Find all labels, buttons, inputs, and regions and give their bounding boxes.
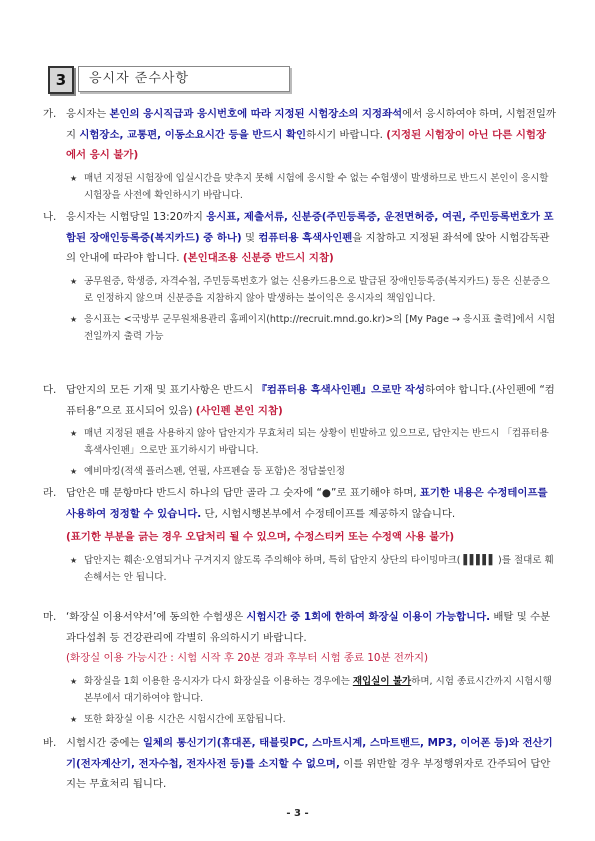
bullet-star-icon: ★ [70, 429, 78, 438]
bullet-star-icon: ★ [70, 676, 78, 686]
text-run: 『컴퓨터용 흑색사인펜』으로만 작성 [256, 384, 425, 396]
text-run: 매년 지정된 시험장에 입실시간을 맞추지 못해 시험에 응시할 수 없는 수험생이 발생하므로 반드시 본인이 응시할 시험장을 사전에 확인하시기 바랍니다. [84, 172, 549, 201]
text-run: 화장실을 1회 이용한 응시자가 다시 화장실을 이용하는 경우에는 [84, 675, 353, 687]
text-run: (사인펜 본인 지참) [195, 404, 283, 417]
text-run: 재입실이 불가 [352, 675, 412, 687]
item-marker: 다. [43, 384, 57, 396]
item-6 [43, 733, 556, 795]
section-number: 3 [48, 66, 74, 94]
item-paragraph [66, 207, 556, 269]
text-run: 예비마킹(적색 플러스펜, 연필, 샤프펜슬 등 포함)은 정답불인정 [84, 466, 345, 477]
item-note [66, 673, 556, 707]
text-run: (지정된 시험장이 아닌 다른 시험장에서 응시 불가) [66, 128, 546, 161]
text-run: 또한 화장실 이용 시간은 시험시간에 포함됩니다. [84, 713, 286, 725]
bullet-star-icon: ★ [70, 714, 78, 724]
text-run: 을 지참하고 지정된 좌석에 앉아 시험감독관의 안내에 따라야 합니다. [66, 231, 550, 264]
item-note [66, 711, 556, 728]
bullet-star-icon: ★ [70, 173, 78, 183]
text-run: 시험시간 중에는 [66, 737, 143, 749]
item-2 [43, 207, 556, 345]
bullet-star-icon: ★ [70, 555, 78, 565]
text-run: 하여야 합니다.(사인펜에 “컴퓨터용”으로 표시되어 있음) [66, 384, 555, 417]
text-run: 응시표는 <국방부 군무원채용관리 홈페이지(http://recruit.mnd.go.kr)>의 [My Page → 응시표 출력]에서 시험전일까지 출력 가능 [84, 313, 556, 342]
item-1 [43, 104, 556, 204]
text-run: 공무원증, 학생증, 자격수첩, 주민등록번호가 없는 신용카드용으로 발급된 장애인등록증(복지카드) 등은 신분증으로 인정하지 않으며 신분증을 지참하지 않아 발생하는 불이익은 응시자의 책임입니다. [84, 275, 550, 304]
item-note [66, 170, 556, 204]
text-run: 응시자는 시험당일 13:20까지 [66, 211, 207, 223]
page-number: - 3 - [286, 808, 309, 819]
item-3 [43, 380, 556, 480]
text-run: 단, 시험시행본부에서 수정테이프를 제공하지 않습니다. [201, 507, 456, 520]
item-4 [43, 483, 556, 586]
text-run: 에서 응시하여야 하며, 시험전일까지 [66, 108, 556, 141]
item-note [66, 311, 556, 345]
item-note [66, 425, 556, 459]
text-run: 시험시간 중 1회에 한하여 화장실 이용이 가능합니다. [246, 611, 491, 623]
text-run: 일체의 통신기기(휴대폰, 태블릿PC, 스마트시계, 스마트밴드, MP3, 이어폰 등)와 전산기기(전자계산기, 전자수첩, 전자사전 등)를 소지할 수 없으며, [66, 737, 553, 770]
text-run: ‘화장실 이용서약서’에 동의한 수험생은 [66, 611, 247, 623]
item-warning: (표기한 부분을 긁는 경우 오답처리 될 수 있으며, 수정스티커 또는 수정액 사용 불가) [66, 531, 455, 543]
text-run: 본인의 응시직급과 응시번호에 따라 지정된 시험장소의 지정좌석 [109, 108, 403, 120]
item-warning: (화장실 이용 가능시간 : 시험 시작 후 20분 경과 후부터 시험 종료 10분 전까지) [66, 652, 429, 664]
item-5 [43, 607, 556, 728]
text-run: 매년 지정된 펜을 사용하지 않아 답안지가 무효처리 되는 상황이 빈발하고 있으므로, 답안지는 반드시 「컴퓨터용 흑색사인펜」으로만 표기하시기 바랍니다. [84, 428, 549, 456]
item-note [66, 273, 556, 307]
text-run: 이를 위반할 경우 부정행위자로 간주되어 답안지는 무효처리 됩니다. [66, 757, 551, 790]
text-run: 답안지는 훼손·오염되거나 구겨지지 않도록 주의해야 하며, 특히 답안지 상단의 타이밍마크( [84, 554, 464, 566]
item-note [66, 552, 556, 586]
bullet-star-icon: ★ [70, 314, 78, 324]
item-marker: 바. [43, 737, 57, 749]
bullet-star-icon: ★ [70, 467, 78, 476]
text-run: )를 절대로 훼손해서는 안 됩니다. [84, 554, 554, 583]
text-run: 컴퓨터용 흑색사인펜 [258, 231, 353, 244]
section-header [48, 66, 284, 94]
item-paragraph [66, 607, 556, 648]
text-run: 하며, 시험 종료시간까지 시험시행본부에서 대기하여야 합니다. [84, 675, 552, 704]
item-marker: 나. [43, 211, 57, 223]
bullet-star-icon: ★ [70, 276, 78, 286]
text-run: 배탈 및 수분 과다섭취 등 건강관리에 각별히 유의하시기 바랍니다. [66, 611, 551, 644]
item-marker: 마. [43, 611, 57, 623]
text-run: 하시기 바랍니다. [306, 128, 387, 141]
text-run: 표기한 내용은 수정테이프를 사용하여 정정할 수 있습니다. [66, 487, 548, 520]
timing-mark-icon: ▌▌▌▌▌ [463, 554, 496, 566]
item-paragraph [66, 733, 556, 795]
item-paragraph [66, 483, 556, 524]
text-run: 응시자는 [66, 108, 110, 120]
item-marker: 가. [43, 108, 57, 120]
text-run: (본인대조용 신분증 반드시 지참) [182, 252, 334, 264]
text-run: 답안은 매 문항마다 반드시 하나의 답만 골라 그 숫자에 “●”로 표기해야 하며, [66, 487, 420, 499]
item-marker: 라. [43, 487, 57, 499]
text-run: 답안지의 모든 기재 및 표기사항은 반드시 [66, 384, 257, 396]
text-run: 및 [241, 231, 259, 244]
item-paragraph [66, 380, 556, 421]
item-paragraph [66, 104, 556, 166]
section-title: 응시자 준수사항 [78, 66, 290, 92]
item-note [66, 463, 556, 480]
text-run: 응시표, 제출서류, 신분증(주민등록증, 운전면허증, 여권, 주민등록번호가 포함된 장애인등록증(복지카드) 중 하나) [66, 211, 554, 244]
text-run: 시험장소, 교통편, 이동소요시간 등을 반드시 확인 [79, 128, 307, 141]
